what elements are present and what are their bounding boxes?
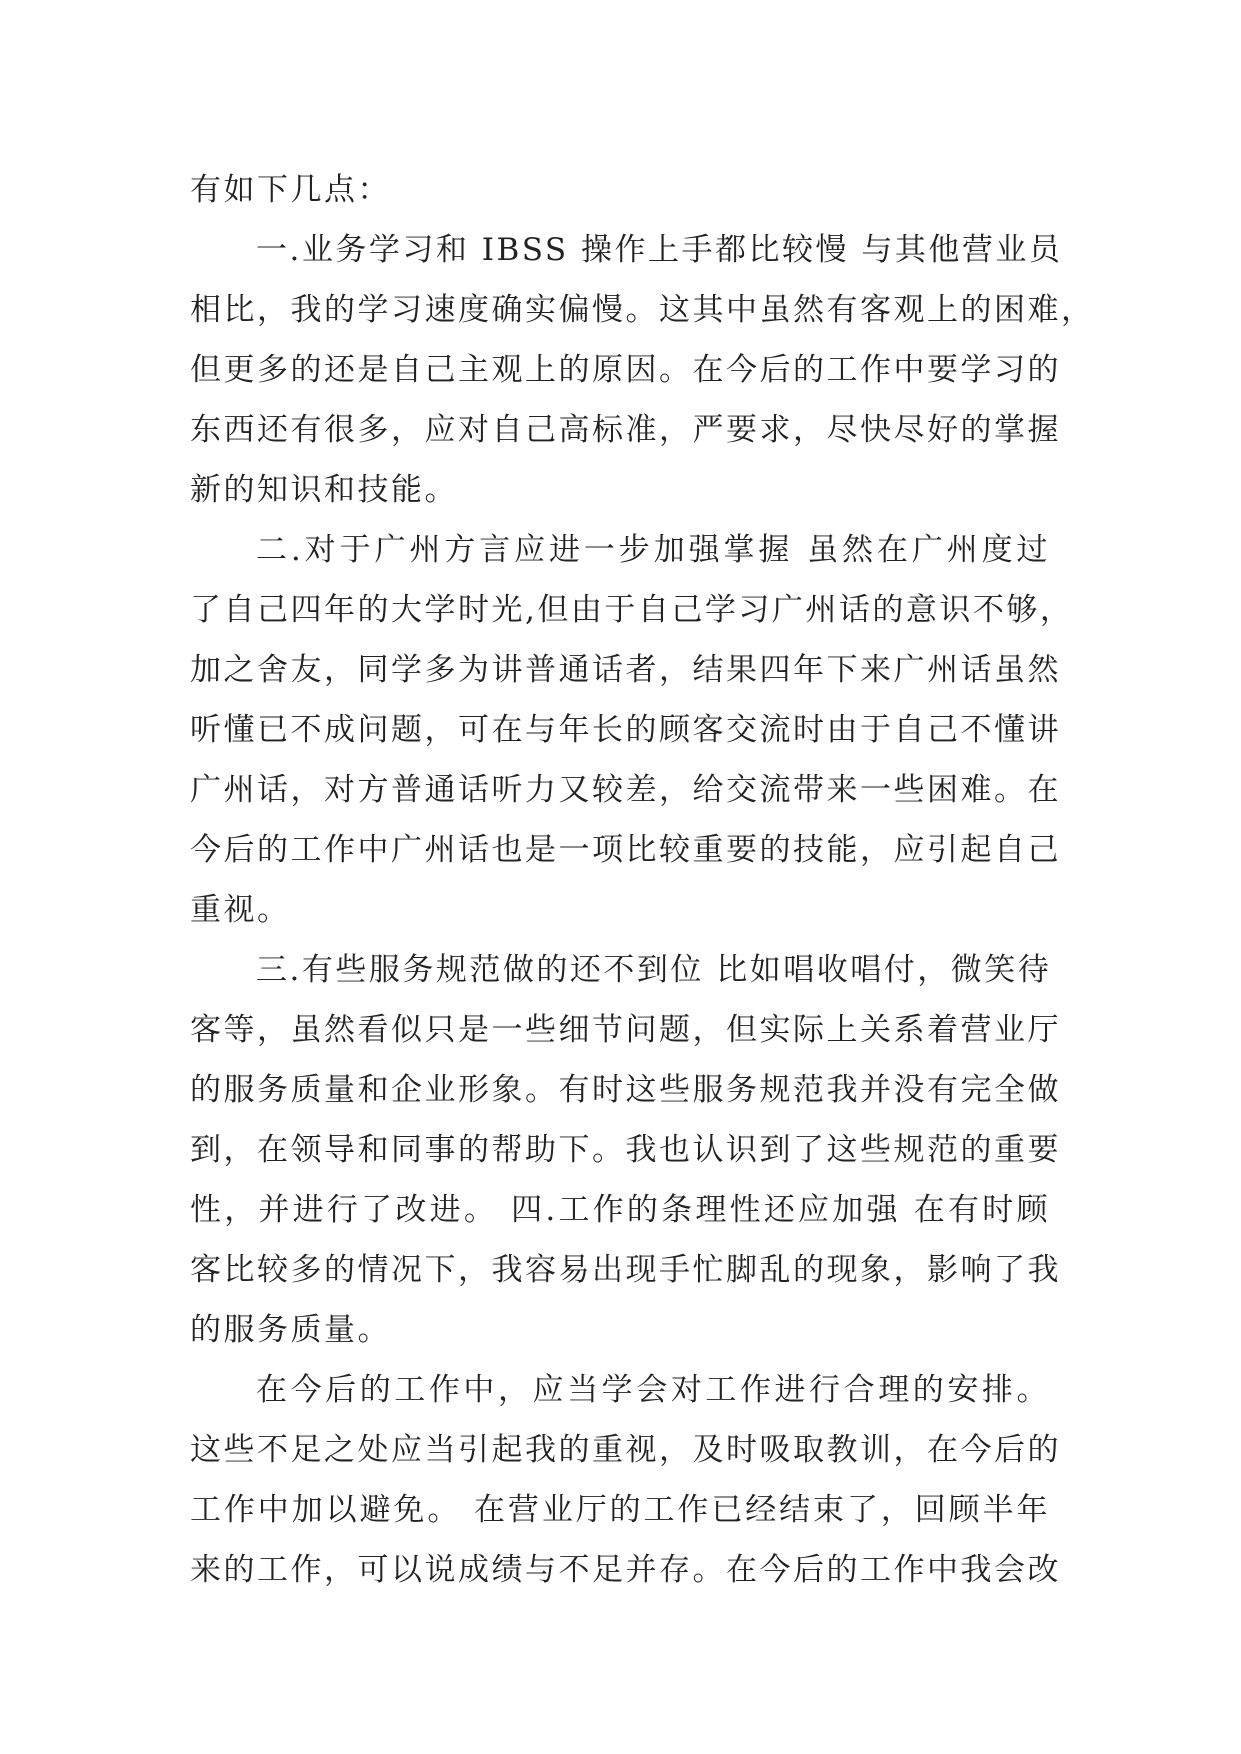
text-line: 在今后的工作中，应当学会对工作进行合理的安排。 (256, 1372, 1050, 1408)
text-line: 相比，我的学习速度确实偏慢。这其中虽然有客观上的困难， (190, 292, 1095, 328)
body-text (190, 160, 1095, 1600)
text-line: 听懂已不成问题，可在与年长的顾客交流时由于自己不懂讲 (190, 712, 1061, 748)
text-line: 客比较多的情况下，我容易出现手忙脚乱的现象，影响了我 (190, 1252, 1061, 1288)
text-line: 到，在领导和同事的帮助下。我也认识到了这些规范的重要 (190, 1132, 1061, 1168)
text-line: 但更多的还是自己主观上的原因。在今后的工作中要学习的 (190, 352, 1061, 388)
text-line: 东西还有很多，应对自己高标准，严要求，尽快尽好的掌握 (190, 412, 1061, 448)
text-line: 今后的工作中广州话也是一项比较重要的技能，应引起自己 (190, 832, 1061, 868)
text-line: 性，并进行了改进。 四.工作的条理性还应加强 在有时顾 (190, 1192, 1050, 1228)
text-line: 客等，虽然看似只是一些细节问题，但实际上关系着营业厅 (190, 1012, 1061, 1048)
text-line: 这些不足之处应当引起我的重视，及时吸取教训，在今后的 (190, 1432, 1061, 1468)
text-line: 新的知识和技能。 (190, 472, 458, 508)
text-line: 重视。 (190, 892, 291, 928)
text-line: 广州话，对方普通话听力又较差，给交流带来一些困难。在 (190, 772, 1061, 808)
text-line: 二.对于广州方言应进一步加强掌握 虽然在广州度过 (256, 532, 1050, 568)
text-line: 一.业务学习和 IBSS 操作上手都比较慢 与其他营业员 (256, 232, 1063, 268)
text-line: 加之舍友，同学多为讲普通话者，结果四年下来广州话虽然 (190, 652, 1061, 688)
text-line: 有如下几点： (190, 172, 391, 208)
text-line: 了自己四年的大学时光,但由于自己学习广州话的意识不够， (190, 592, 1074, 628)
text-line: 三.有些服务规范做的还不到位 比如唱收唱付，微笑待 (256, 952, 1052, 988)
text-line: 工作中加以避免。 在营业厅的工作已经结束了，回顾半年 (190, 1492, 1050, 1528)
text-line: 的服务质量。 (190, 1312, 391, 1348)
text-line: 来的工作，可以说成绩与不足并存。在今后的工作中我会改 (190, 1552, 1061, 1588)
text-line: 的服务质量和企业形象。有时这些服务规范我并没有完全做 (190, 1072, 1061, 1108)
